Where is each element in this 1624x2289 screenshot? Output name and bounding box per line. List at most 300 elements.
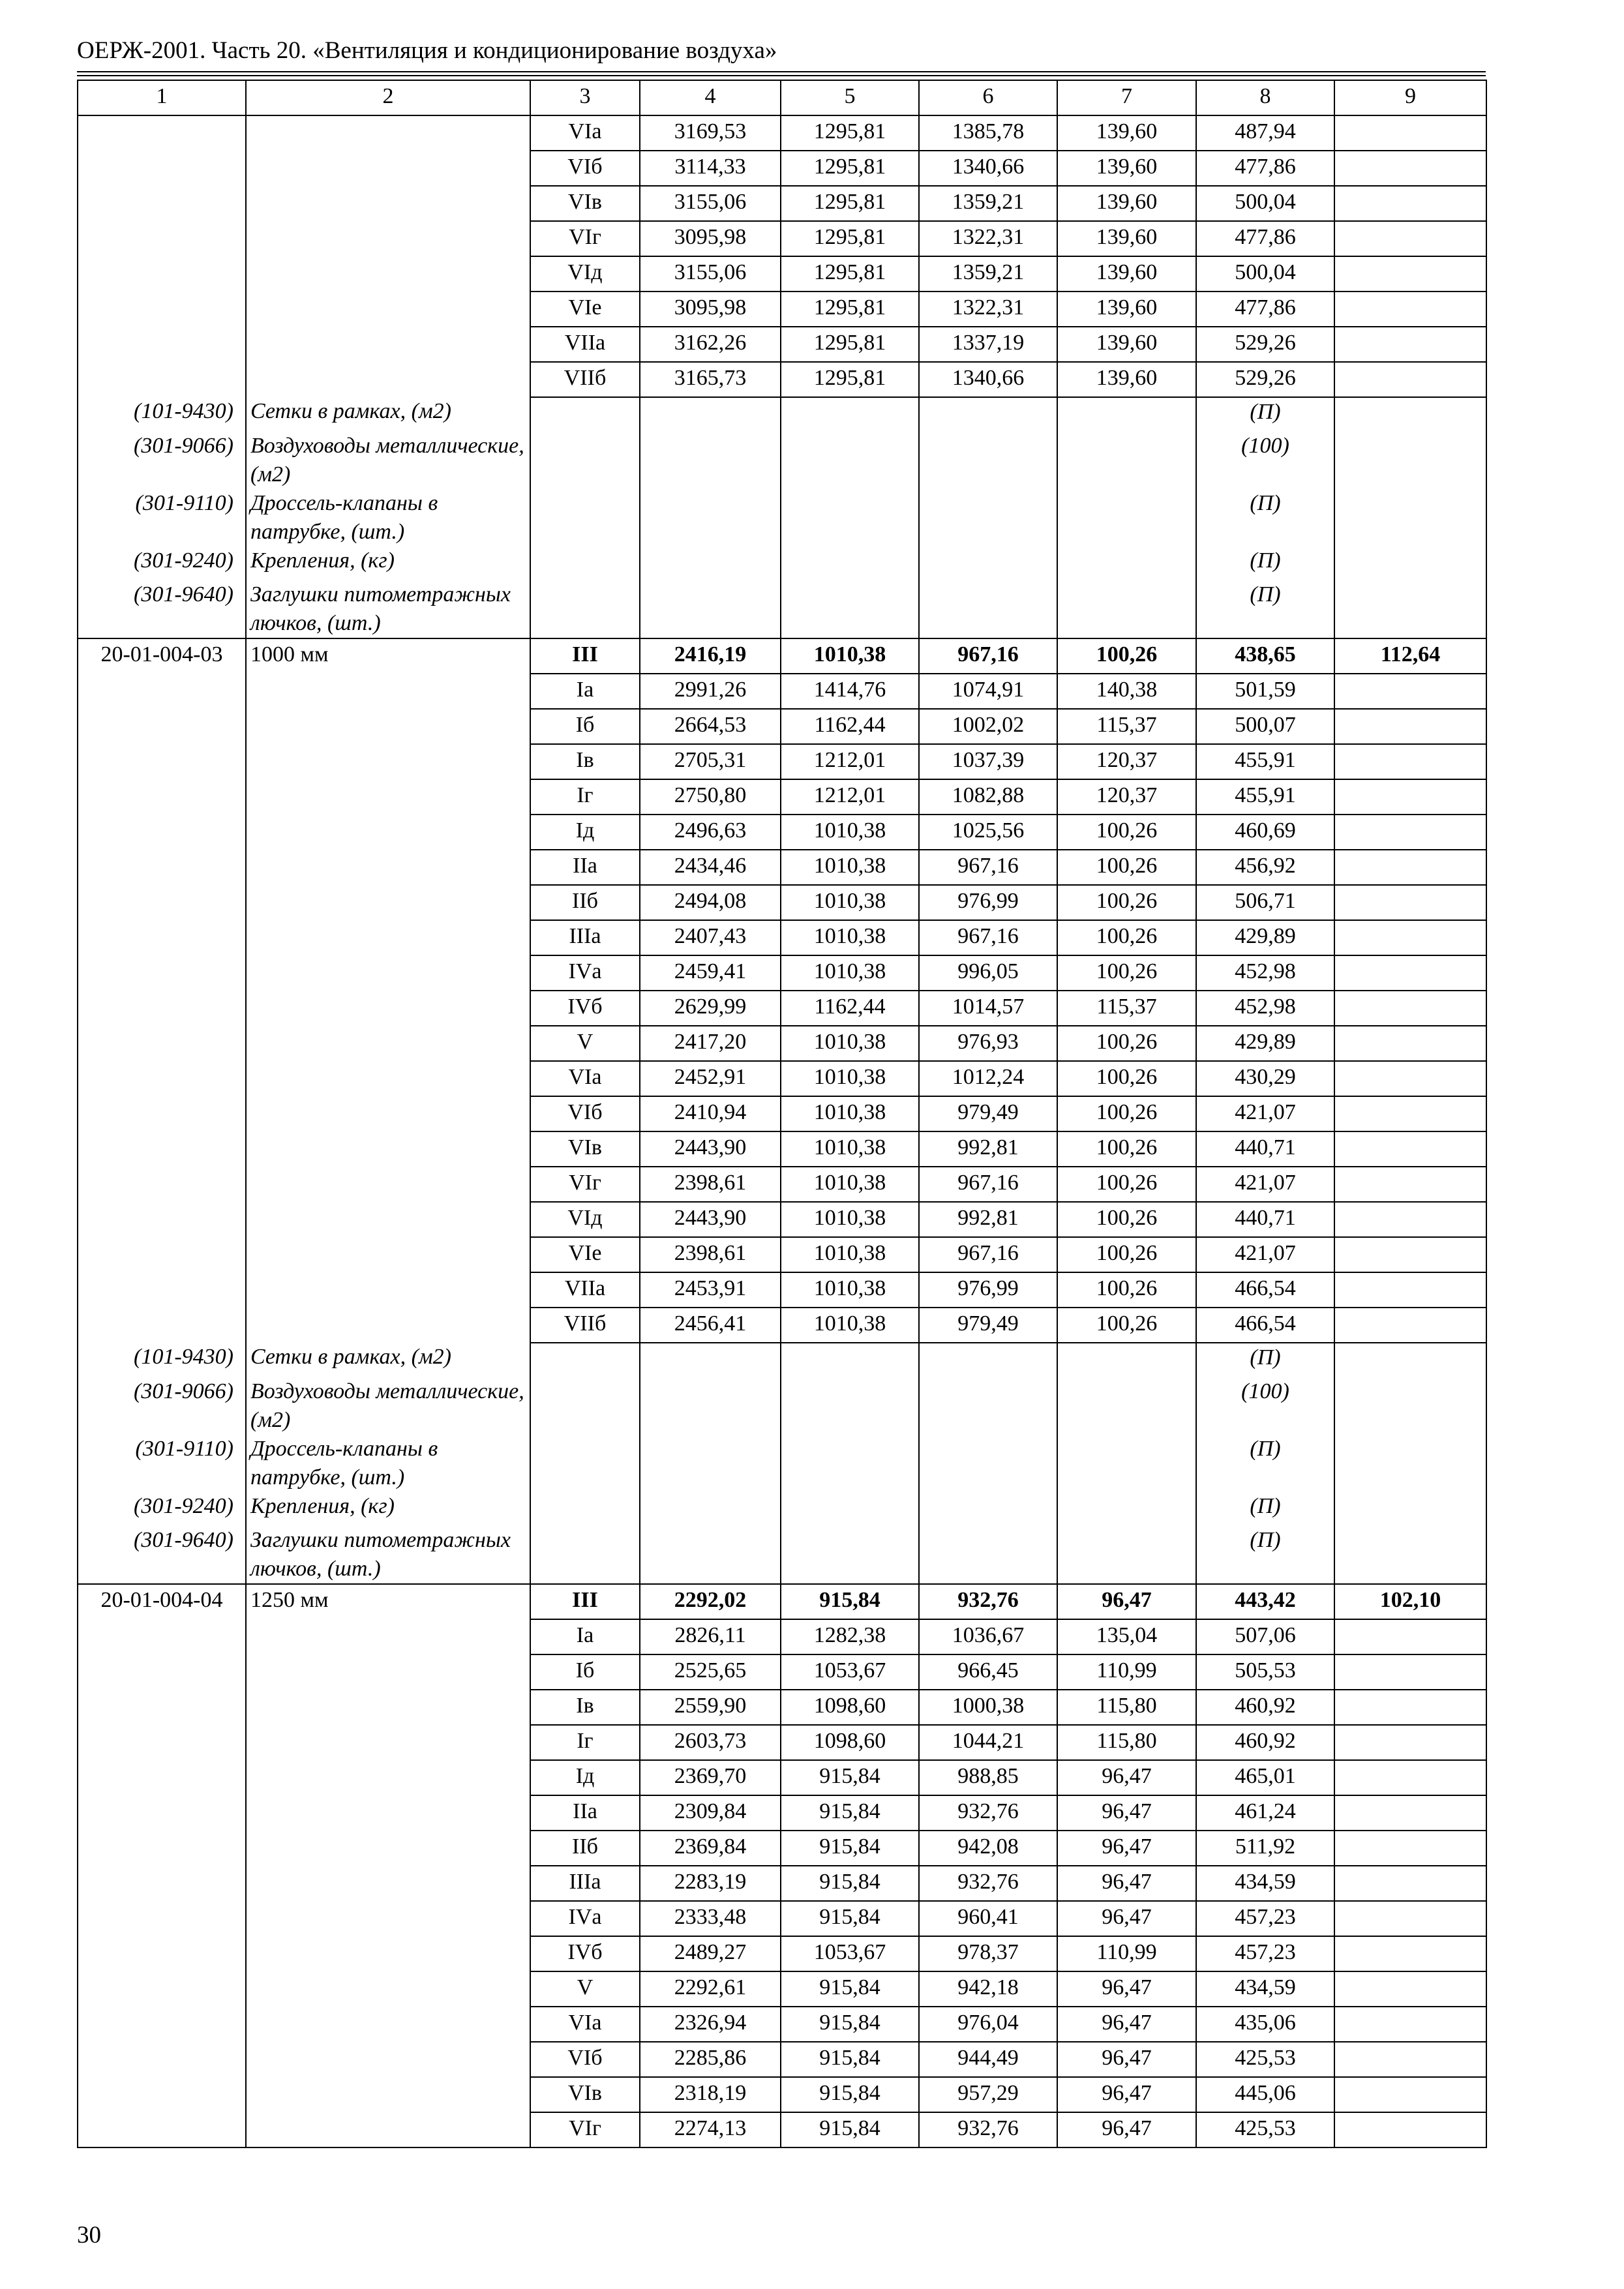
empty-cell [530, 580, 640, 638]
empty-cell [1334, 991, 1486, 1026]
empty-cell [78, 815, 246, 850]
table-row [78, 955, 1486, 991]
empty-cell [530, 1435, 640, 1492]
empty-cell [78, 1167, 246, 1202]
cell-v7: 100,26 [1057, 1237, 1196, 1272]
cell-v6: 992,81 [919, 1202, 1057, 1237]
cell-v7: 96,47 [1057, 1760, 1196, 1795]
cell-v5: 915,84 [781, 1795, 919, 1831]
cell-v4: 2292,02 [640, 1584, 781, 1619]
cell-v4: 2410,94 [640, 1096, 781, 1131]
column-number: 4 [640, 80, 781, 115]
material-code: (301-9110) [78, 489, 246, 546]
empty-cell [1334, 779, 1486, 815]
empty-cell [781, 432, 919, 489]
cell-v4: 3114,33 [640, 151, 781, 186]
table-row [78, 1167, 1486, 1202]
cell-v6: 988,85 [919, 1760, 1057, 1795]
empty-cell [78, 991, 246, 1026]
cell-v5: 1098,60 [781, 1690, 919, 1725]
empty-cell [1334, 885, 1486, 920]
empty-cell [78, 362, 246, 397]
table-row [78, 885, 1486, 920]
cell-v8: 477,86 [1196, 292, 1334, 327]
material-row [78, 1343, 1486, 1377]
cell-v6: 1000,38 [919, 1690, 1057, 1725]
cell-v5: 1010,38 [781, 1167, 919, 1202]
cell-v5: 1295,81 [781, 362, 919, 397]
cell-v4: 2274,13 [640, 2112, 781, 2147]
empty-cell [246, 327, 530, 362]
empty-cell [1334, 1831, 1486, 1866]
cell-v6: 957,29 [919, 2077, 1057, 2112]
material-row [78, 489, 1486, 546]
cell-v5: 915,84 [781, 2042, 919, 2077]
empty-cell [246, 1866, 530, 1901]
cell-cat: Iд [530, 1760, 640, 1795]
column-number: 1 [78, 80, 246, 115]
cell-cat: VIб [530, 151, 640, 186]
cell-v8: 429,89 [1196, 920, 1334, 955]
material-row [78, 546, 1486, 580]
table-row [78, 2042, 1486, 2077]
empty-cell [919, 1526, 1057, 1584]
column-number: 9 [1334, 80, 1486, 115]
cell-v5: 1010,38 [781, 1061, 919, 1096]
empty-cell [1334, 1308, 1486, 1343]
empty-cell [246, 292, 530, 327]
cell-v8: 505,53 [1196, 1654, 1334, 1690]
cell-v8: 455,91 [1196, 779, 1334, 815]
cell-v4: 3169,53 [640, 115, 781, 151]
cell-v6: 967,16 [919, 920, 1057, 955]
cell-v4: 2489,27 [640, 1936, 781, 1971]
material-code: (301-9066) [78, 432, 246, 489]
cell-v8: 434,59 [1196, 1866, 1334, 1901]
material-row [78, 1377, 1486, 1435]
cell-v7: 110,99 [1057, 1654, 1196, 1690]
cell-v6: 976,04 [919, 2007, 1057, 2042]
empty-cell [1334, 1131, 1486, 1167]
cell-cat: VIIа [530, 327, 640, 362]
empty-cell [1334, 1061, 1486, 1096]
empty-cell [78, 1061, 246, 1096]
empty-cell [640, 1377, 781, 1435]
table-row [78, 1202, 1486, 1237]
empty-cell [78, 1654, 246, 1690]
cell-v8: 501,59 [1196, 674, 1334, 709]
cell-v7: 115,37 [1057, 709, 1196, 744]
empty-cell [246, 1167, 530, 1202]
empty-cell [1334, 1690, 1486, 1725]
cell-v8: 465,01 [1196, 1760, 1334, 1795]
cell-cat: Iв [530, 744, 640, 779]
cell-v6: 967,16 [919, 1237, 1057, 1272]
page-header: ОЕРЖ-2001. Часть 20. «Вентиляция и кондиционирование воздуха» [77, 37, 777, 64]
cell-v4: 2369,70 [640, 1760, 781, 1795]
cell-v5: 1295,81 [781, 327, 919, 362]
table-row [78, 744, 1486, 779]
cell-v6: 1002,02 [919, 709, 1057, 744]
cell-v5: 1098,60 [781, 1725, 919, 1760]
material-code: (301-9640) [78, 1526, 246, 1584]
cell-v8: 452,98 [1196, 991, 1334, 1026]
empty-cell [78, 1272, 246, 1308]
material-name: Сетки в рамках, (м2) [246, 1343, 530, 1377]
empty-cell [78, 1936, 246, 1971]
empty-cell [530, 397, 640, 432]
empty-cell [78, 1866, 246, 1901]
cell-cat: VIа [530, 115, 640, 151]
cell-v7: 100,26 [1057, 1131, 1196, 1167]
table-row [78, 674, 1486, 709]
cell-v8: 500,07 [1196, 709, 1334, 744]
empty-cell [1334, 221, 1486, 256]
material-row [78, 397, 1486, 432]
rate-code: 20-01-004-04 [78, 1584, 246, 1619]
material-name: Заглушки питометражных лючков, (шт.) [246, 580, 530, 638]
cell-v9: 112,64 [1334, 638, 1486, 674]
cell-v6: 1044,21 [919, 1725, 1057, 1760]
cell-v8: 511,92 [1196, 1831, 1334, 1866]
material-name: Заглушки питометражных лючков, (шт.) [246, 1526, 530, 1584]
empty-cell [246, 1901, 530, 1936]
column-number: 7 [1057, 80, 1196, 115]
cell-v5: 915,84 [781, 1584, 919, 1619]
empty-cell [78, 1971, 246, 2007]
material-code: (301-9066) [78, 1377, 246, 1435]
empty-cell [1334, 397, 1486, 432]
table-row [78, 362, 1486, 397]
cell-v8: 466,54 [1196, 1272, 1334, 1308]
table-row-main [78, 1584, 1486, 1619]
table-row [78, 1619, 1486, 1654]
empty-cell [919, 1435, 1057, 1492]
empty-cell [78, 2112, 246, 2147]
material-qty: (П) [1196, 580, 1334, 638]
cell-cat: VIе [530, 292, 640, 327]
cell-v8: 457,23 [1196, 1901, 1334, 1936]
empty-cell [246, 186, 530, 221]
cell-v7: 96,47 [1057, 1584, 1196, 1619]
table-row [78, 991, 1486, 1026]
empty-cell [246, 1026, 530, 1061]
cell-cat: III [530, 1584, 640, 1619]
cell-v4: 2369,84 [640, 1831, 781, 1866]
empty-cell [78, 1831, 246, 1866]
cell-cat: VIе [530, 1237, 640, 1272]
empty-cell [1334, 1167, 1486, 1202]
empty-cell [78, 115, 246, 151]
empty-cell [1334, 1026, 1486, 1061]
cell-v5: 1295,81 [781, 151, 919, 186]
empty-cell [1334, 955, 1486, 991]
cell-v4: 3095,98 [640, 292, 781, 327]
table-row [78, 2007, 1486, 2042]
empty-cell [246, 955, 530, 991]
material-code: (301-9110) [78, 1435, 246, 1492]
cell-v8: 529,26 [1196, 327, 1334, 362]
cell-v4: 3155,06 [640, 186, 781, 221]
material-qty: (П) [1196, 489, 1334, 546]
table-row [78, 115, 1486, 151]
empty-cell [919, 1492, 1057, 1526]
cell-v8: 443,42 [1196, 1584, 1334, 1619]
empty-cell [1334, 1901, 1486, 1936]
cell-v7: 115,80 [1057, 1690, 1196, 1725]
empty-cell [1334, 1377, 1486, 1435]
material-row [78, 1492, 1486, 1526]
material-name: Воздуховоды металлические, (м2) [246, 1377, 530, 1435]
cell-v4: 3165,73 [640, 362, 781, 397]
empty-cell [1334, 256, 1486, 292]
cell-v4: 2559,90 [640, 1690, 781, 1725]
cell-v6: 1082,88 [919, 779, 1057, 815]
cell-cat: Iг [530, 1725, 640, 1760]
cell-v7: 96,47 [1057, 1795, 1196, 1831]
material-qty: (П) [1196, 1526, 1334, 1584]
empty-cell [1334, 489, 1486, 546]
table-row [78, 2077, 1486, 2112]
empty-cell [246, 2042, 530, 2077]
cell-v4: 3155,06 [640, 256, 781, 292]
cell-cat: VIб [530, 2042, 640, 2077]
material-qty: (П) [1196, 1435, 1334, 1492]
cell-cat: IVб [530, 1936, 640, 1971]
cell-cat: VIа [530, 1061, 640, 1096]
cell-v8: 430,29 [1196, 1061, 1334, 1096]
cell-v6: 976,99 [919, 1272, 1057, 1308]
empty-cell [78, 1795, 246, 1831]
empty-cell [78, 1026, 246, 1061]
table-row [78, 256, 1486, 292]
cell-v8: 445,06 [1196, 2077, 1334, 2112]
empty-cell [78, 1308, 246, 1343]
cell-v5: 1010,38 [781, 1237, 919, 1272]
empty-cell [246, 885, 530, 920]
table-row [78, 1272, 1486, 1308]
empty-cell [246, 221, 530, 256]
cell-cat: IIа [530, 850, 640, 885]
cell-v7: 96,47 [1057, 1971, 1196, 2007]
empty-cell [1334, 2042, 1486, 2077]
cell-v8: 440,71 [1196, 1131, 1334, 1167]
cell-v8: 460,69 [1196, 815, 1334, 850]
cell-v6: 976,93 [919, 1026, 1057, 1061]
empty-cell [1057, 1435, 1196, 1492]
empty-cell [640, 397, 781, 432]
cell-v8: 438,65 [1196, 638, 1334, 674]
cell-cat: VIд [530, 1202, 640, 1237]
material-qty: (П) [1196, 1343, 1334, 1377]
empty-cell [1334, 709, 1486, 744]
cell-v4: 2705,31 [640, 744, 781, 779]
cell-v6: 966,45 [919, 1654, 1057, 1690]
cell-v8: 457,23 [1196, 1936, 1334, 1971]
empty-cell [1334, 2077, 1486, 2112]
empty-cell [781, 580, 919, 638]
cell-v8: 425,53 [1196, 2112, 1334, 2147]
empty-cell [78, 2042, 246, 2077]
column-number: 8 [1196, 80, 1334, 115]
cell-v4: 2309,84 [640, 1795, 781, 1831]
empty-cell [78, 779, 246, 815]
empty-cell [781, 1492, 919, 1526]
cell-v6: 996,05 [919, 955, 1057, 991]
empty-cell [640, 432, 781, 489]
empty-cell [246, 1936, 530, 1971]
table-row [78, 186, 1486, 221]
cell-v7: 139,60 [1057, 292, 1196, 327]
empty-cell [246, 1654, 530, 1690]
table-row [78, 327, 1486, 362]
empty-cell [919, 432, 1057, 489]
cell-v6: 1322,31 [919, 221, 1057, 256]
cell-v6: 960,41 [919, 1901, 1057, 1936]
material-row [78, 580, 1486, 638]
column-number: 2 [246, 80, 530, 115]
cell-cat: Iа [530, 674, 640, 709]
cell-v6: 1014,57 [919, 991, 1057, 1026]
empty-cell [246, 1831, 530, 1866]
table-row [78, 1971, 1486, 2007]
empty-cell [246, 2007, 530, 2042]
empty-cell [1334, 1096, 1486, 1131]
cell-v8: 460,92 [1196, 1725, 1334, 1760]
cell-v4: 3162,26 [640, 327, 781, 362]
empty-cell [78, 2007, 246, 2042]
cell-cat: VIв [530, 186, 640, 221]
cell-v5: 1295,81 [781, 292, 919, 327]
cell-v7: 139,60 [1057, 256, 1196, 292]
cell-cat: VIд [530, 256, 640, 292]
cell-v5: 915,84 [781, 1866, 919, 1901]
empty-cell [1334, 2007, 1486, 2042]
table-row [78, 920, 1486, 955]
material-code: (301-9640) [78, 580, 246, 638]
table-row [78, 1936, 1486, 1971]
cell-v5: 915,84 [781, 1901, 919, 1936]
empty-cell [919, 1377, 1057, 1435]
table-row-main [78, 638, 1486, 674]
empty-cell [246, 1690, 530, 1725]
table-row [78, 1901, 1486, 1936]
cell-v6: 967,16 [919, 1167, 1057, 1202]
material-code: (301-9240) [78, 1492, 246, 1526]
material-name: Крепления, (кг) [246, 546, 530, 580]
cell-v7: 139,60 [1057, 362, 1196, 397]
cell-v4: 2283,19 [640, 1866, 781, 1901]
cell-v5: 915,84 [781, 1760, 919, 1795]
material-qty: (П) [1196, 546, 1334, 580]
cell-v6: 967,16 [919, 850, 1057, 885]
empty-cell [246, 1096, 530, 1131]
empty-cell [246, 674, 530, 709]
empty-cell [640, 1492, 781, 1526]
cell-v6: 992,81 [919, 1131, 1057, 1167]
cell-cat: VIв [530, 2077, 640, 2112]
empty-cell [78, 1690, 246, 1725]
empty-cell [78, 850, 246, 885]
empty-cell [78, 1619, 246, 1654]
cell-v4: 2398,61 [640, 1237, 781, 1272]
empty-cell [640, 546, 781, 580]
cell-v4: 2453,91 [640, 1272, 781, 1308]
empty-cell [78, 256, 246, 292]
empty-cell [1057, 580, 1196, 638]
cell-v5: 1414,76 [781, 674, 919, 709]
cell-v5: 1010,38 [781, 1272, 919, 1308]
empty-cell [919, 546, 1057, 580]
table-row [78, 815, 1486, 850]
cell-cat: VIг [530, 2112, 640, 2147]
cell-v7: 140,38 [1057, 674, 1196, 709]
empty-cell [246, 920, 530, 955]
cell-v6: 979,49 [919, 1096, 1057, 1131]
column-number-row [78, 80, 1486, 115]
cell-v6: 932,76 [919, 1795, 1057, 1831]
cell-v8: 425,53 [1196, 2042, 1334, 2077]
rate-code: 20-01-004-03 [78, 638, 246, 674]
material-qty: (100) [1196, 1377, 1334, 1435]
empty-cell [246, 709, 530, 744]
cell-v6: 1025,56 [919, 815, 1057, 850]
empty-cell [246, 1795, 530, 1831]
cell-v8: 466,54 [1196, 1308, 1334, 1343]
empty-cell [1334, 1435, 1486, 1492]
cell-cat: Iб [530, 1654, 640, 1690]
cell-v4: 2443,90 [640, 1202, 781, 1237]
empty-cell [1334, 1272, 1486, 1308]
empty-cell [246, 1202, 530, 1237]
table-row [78, 1690, 1486, 1725]
cell-v6: 1359,21 [919, 186, 1057, 221]
cell-v8: 507,06 [1196, 1619, 1334, 1654]
empty-cell [530, 1343, 640, 1377]
empty-cell [1334, 1202, 1486, 1237]
table-row [78, 221, 1486, 256]
cell-v4: 2452,91 [640, 1061, 781, 1096]
cell-v4: 2459,41 [640, 955, 781, 991]
cell-v7: 96,47 [1057, 2007, 1196, 2042]
empty-cell [919, 1343, 1057, 1377]
empty-cell [1334, 186, 1486, 221]
cell-v8: 440,71 [1196, 1202, 1334, 1237]
cell-v8: 452,98 [1196, 955, 1334, 991]
cell-v7: 100,26 [1057, 850, 1196, 885]
cell-cat: IIIа [530, 920, 640, 955]
material-name: Дроссель-клапаны в патрубке, (шт.) [246, 1435, 530, 1492]
cell-v4: 2525,65 [640, 1654, 781, 1690]
cell-v7: 100,26 [1057, 920, 1196, 955]
cell-v5: 1282,38 [781, 1619, 919, 1654]
empty-cell [78, 1901, 246, 1936]
empty-cell [919, 580, 1057, 638]
empty-cell [78, 221, 246, 256]
cell-v8: 429,89 [1196, 1026, 1334, 1061]
empty-cell [78, 1237, 246, 1272]
empty-cell [640, 489, 781, 546]
cell-cat: VIб [530, 1096, 640, 1131]
empty-cell [78, 1202, 246, 1237]
empty-cell [1057, 489, 1196, 546]
material-code: (101-9430) [78, 1343, 246, 1377]
cell-v8: 421,07 [1196, 1096, 1334, 1131]
cell-cat: III [530, 638, 640, 674]
cell-v5: 1010,38 [781, 920, 919, 955]
empty-cell [246, 744, 530, 779]
table-row [78, 1795, 1486, 1831]
